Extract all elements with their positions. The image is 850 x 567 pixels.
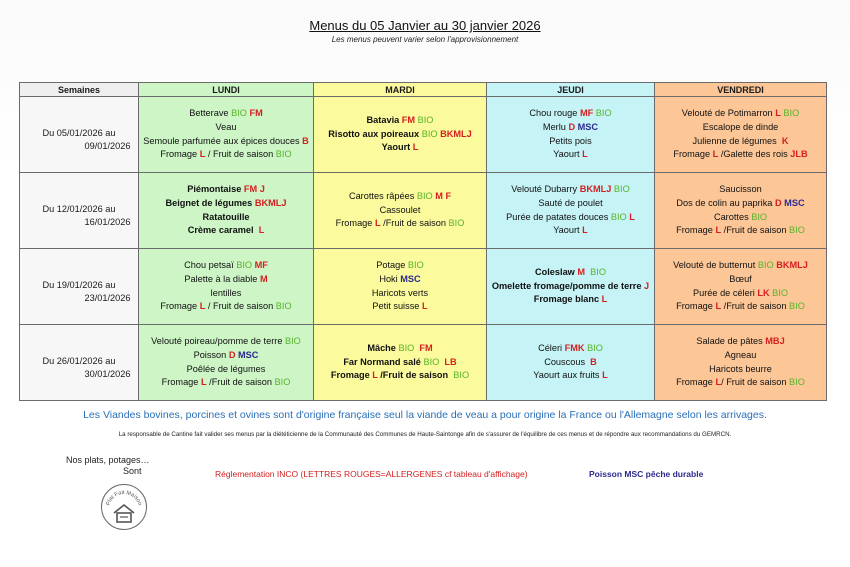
menu-text: BIO: [275, 301, 292, 312]
menu-text: Purée de céleri: [693, 287, 758, 298]
header-lundi: LUNDI: [139, 83, 314, 97]
menu-text: Couscous: [544, 356, 591, 367]
week-end: 09/01/2026: [84, 140, 131, 151]
menu-text: BIO: [398, 343, 415, 354]
menu-line: [487, 224, 654, 238]
header-semaines: Semaines: [20, 83, 139, 97]
menu-text: /Fruit de saison: [377, 370, 454, 381]
menu-line: [139, 349, 313, 363]
menu-line: [487, 135, 654, 149]
menu-text: L: [199, 149, 206, 160]
header-vendredi: VENDREDI: [655, 83, 827, 97]
week-start: Du 05/01/2026 au: [42, 127, 116, 138]
page-title: Menus du 05 Janvier au 30 janvier 2026: [309, 18, 541, 33]
week-end: 23/01/2026: [84, 292, 131, 303]
plats-line-1: Nos plats, potages…: [66, 455, 150, 465]
week-row: [20, 97, 827, 173]
fait-maison-logo: [101, 484, 147, 530]
menu-text: BIO: [593, 108, 612, 119]
menu-line: [487, 197, 654, 211]
menu-line: [139, 135, 313, 149]
week-start: Du 12/01/2026 au: [42, 203, 116, 214]
menu-cell-vendredi: [655, 325, 827, 401]
menu-text: / Fruit de saison: [205, 301, 276, 312]
menu-line: [655, 197, 826, 211]
menu-cell-mardi: [314, 97, 487, 173]
menu-text: Fromage: [161, 377, 201, 388]
menu-text: BIO: [275, 149, 292, 160]
menu-text: Mâche: [367, 343, 399, 354]
menu-text: Merlu: [542, 121, 569, 132]
menu-cell-mardi: [314, 173, 487, 249]
menu-text: BIO: [585, 267, 606, 278]
menu-line: [487, 148, 654, 162]
week-range: [20, 345, 138, 381]
menu-text: Carottes: [713, 211, 752, 222]
menu-line: [139, 183, 313, 197]
menu-text: Semoule parfumée aux épices douces: [143, 135, 303, 146]
week-cell: [20, 97, 139, 173]
menu-text: BIO: [274, 377, 291, 388]
menu-text: Sauté de poulet: [538, 197, 603, 208]
menu-cell-jeudi: [487, 97, 655, 173]
week-cell: [20, 173, 139, 249]
menu-text: FM: [414, 343, 433, 354]
menu-text: Petits pois: [549, 135, 592, 146]
menu-text: Yaourt: [553, 149, 583, 160]
menu-line: [487, 342, 654, 356]
menu-text: Fromage: [676, 225, 716, 236]
page-subtitle: Les menus peuvent varier selon l'approvisionnement: [331, 35, 519, 44]
menu-text: FMK: [564, 343, 585, 354]
menu-text: Carottes râpées: [348, 191, 417, 202]
menu-text: Risotto aux poireaux: [328, 128, 422, 139]
menu-text: Yaourt aux fruits: [533, 370, 603, 381]
menu-text: /Galette des rois: [718, 149, 791, 160]
menu-table: [19, 82, 827, 401]
menu-text: Agneau: [724, 349, 757, 360]
house-icon: [102, 485, 146, 529]
menu-line: [139, 335, 313, 349]
menu-text: BKMLJ: [437, 128, 472, 139]
menu-line: [139, 224, 313, 238]
menu-text: Purée de patates douces: [506, 211, 611, 222]
menu-text: L: [715, 377, 722, 388]
menu-line: [139, 211, 313, 225]
menu-text: Fromage: [330, 370, 373, 381]
menu-line: [314, 114, 486, 128]
menu-text: BIO: [789, 225, 805, 236]
menu-line: [139, 376, 313, 390]
menu-text: FM: [246, 108, 263, 119]
menu-line: [139, 148, 313, 162]
menu-text: /Fruit de saison: [380, 218, 449, 229]
menu-text: L: [258, 225, 265, 236]
menu-line: [139, 197, 313, 211]
menu-text: BIO: [610, 211, 627, 222]
menu-body: [20, 97, 827, 401]
menu-text: Julienne de légumes: [692, 135, 782, 146]
menu-text: Potage: [376, 260, 408, 271]
menu-line: [314, 190, 486, 204]
menu-text: M: [577, 267, 586, 278]
menu-text: BIO: [416, 191, 433, 202]
menu-text: Far Normand salé: [343, 356, 424, 367]
menu-text: Veau: [215, 121, 237, 132]
week-range: [20, 193, 138, 229]
menu-text: Cassoulet: [379, 204, 421, 215]
menu-text: MSC: [400, 273, 421, 284]
menu-line: [139, 259, 313, 273]
menu-text: Saucisson: [719, 184, 762, 195]
menu-text: L: [601, 294, 608, 305]
menu-line: [139, 121, 313, 135]
menu-text: /Fruit de saison: [206, 377, 275, 388]
menu-text: MBJ: [765, 336, 785, 347]
menu-cell-vendredi: [655, 249, 827, 325]
header-row: [20, 83, 827, 97]
menu-text: Salade de pâtes: [696, 336, 766, 347]
week-start: Du 19/01/2026 au: [42, 279, 116, 290]
menu-text: Beignet de légumes: [165, 197, 255, 208]
week-start: Du 26/01/2026 au: [42, 355, 116, 366]
menu-text: Haricots beurre: [709, 363, 772, 374]
week-row: [20, 249, 827, 325]
menu-text: Dos de colin au paprika: [676, 197, 775, 208]
validation-note: La responsable de Cantine fait valider ses menus par la diététicienne de la Communauté des Communes de Haute-Saintonge afin de s'assurer de l'équilibre de ces menus et de répondre aux recommandations du GEMRCN.: [118, 431, 732, 438]
week-range: [20, 269, 138, 305]
menu-cell-jeudi: [487, 325, 655, 401]
menu-text: Velouté de Potimarron: [681, 108, 776, 119]
menu-text: Fromage: [335, 218, 375, 229]
menu-line: [314, 369, 486, 383]
reglementation-note: Réglementation INCO (LETTRES ROUGES=ALLERGENES cf tableau d'affichage): [215, 469, 528, 479]
menu-text: Betterave: [189, 108, 232, 119]
menu-text: BIO: [780, 108, 800, 119]
menu-text: /Fruit de saison: [721, 225, 790, 236]
menu-cell-jeudi: [487, 249, 655, 325]
menu-text: L: [715, 301, 722, 312]
svg-text:Plat Fait Maison: [105, 490, 142, 506]
menu-line: [487, 369, 654, 383]
menu-text: MSC: [781, 197, 805, 208]
menu-text: BKMLJ: [579, 184, 612, 195]
menu-text: Fromage: [160, 301, 200, 312]
menu-line: [487, 266, 654, 280]
menu-line: [655, 121, 826, 135]
menu-text: Piémontaise: [187, 184, 244, 195]
menu-text: BIO: [236, 260, 253, 271]
week-end: 30/01/2026: [84, 368, 131, 379]
menu-line: [139, 287, 313, 301]
menu-line: [487, 107, 654, 121]
menu-text: L: [626, 211, 635, 222]
menu-text: L: [372, 370, 378, 381]
menu-cell-jeudi: [487, 173, 655, 249]
menu-text: JLB: [790, 149, 808, 160]
menu-cell-lundi: [139, 249, 314, 325]
menu-text: Poisson: [193, 349, 229, 360]
menu-cell-vendredi: [655, 97, 827, 173]
week-cell: [20, 249, 139, 325]
menu-text: D: [568, 121, 576, 132]
menu-line: [655, 183, 826, 197]
menu-text: L: [775, 108, 781, 119]
menu-text: LB: [439, 356, 457, 367]
menu-line: [139, 300, 313, 314]
menu-text: BKMLJ: [254, 197, 287, 208]
menu-text: L: [412, 142, 419, 153]
origin-note: Les Viandes bovines, porcines et ovines sont d'origine française seul la viande de veau a pour origine la France ou l'Allemagne selon les arrivages.: [83, 409, 767, 421]
menu-line: [655, 300, 826, 314]
menu-text: B: [590, 356, 597, 367]
menu-text: FM: [401, 115, 416, 126]
menu-text: BIO: [284, 336, 301, 347]
menu-line: [314, 259, 486, 273]
menu-text: BIO: [769, 287, 788, 298]
week-cell: [20, 325, 139, 401]
menu-text: D: [228, 349, 236, 360]
week-row: [20, 325, 827, 401]
menu-text: BIO: [407, 260, 424, 271]
menu-text: Fromage blanc: [533, 294, 602, 305]
menu-text: Hoki: [379, 273, 401, 284]
header-jeudi: JEUDI: [487, 83, 655, 97]
menu-text: M F: [432, 191, 452, 202]
menu-text: BIO: [757, 260, 774, 271]
menu-cell-lundi: [139, 325, 314, 401]
menu-line: [314, 342, 486, 356]
menu-text: D: [774, 197, 782, 208]
menu-text: BIO: [584, 343, 603, 354]
menu-text: L: [582, 225, 588, 236]
menu-text: / Fruit de saison: [721, 377, 790, 388]
menu-text: MSC: [235, 349, 259, 360]
menu-text: M: [259, 273, 268, 284]
menu-cell-mardi: [314, 325, 487, 401]
menu-text: L: [602, 370, 608, 381]
menu-text: L: [200, 377, 207, 388]
menu-text: BIO: [231, 108, 247, 119]
menu-line: [314, 300, 486, 314]
week-end: 16/01/2026: [84, 216, 131, 227]
menu-text: Fromage: [160, 149, 200, 160]
menu-text: K: [781, 135, 789, 146]
menu-text: MF: [579, 108, 594, 119]
menu-line: [487, 280, 654, 294]
menu-line: [655, 107, 826, 121]
menu-line: [139, 363, 313, 377]
menu-text: lentilles: [210, 287, 242, 298]
menu-cell-mardi: [314, 249, 487, 325]
menu-line: [655, 349, 826, 363]
menu-text: L: [712, 149, 719, 160]
menu-text: /Fruit de saison: [721, 301, 790, 312]
menu-text: Poêlée de légumes: [186, 363, 266, 374]
menu-line: [655, 335, 826, 349]
plats-note: [66, 455, 150, 477]
menu-text: Fromage: [673, 149, 713, 160]
menu-text: Crème caramel: [187, 225, 259, 236]
week-row: [20, 173, 827, 249]
menu-line: [487, 211, 654, 225]
menu-text: Omelette fromage/pomme de terre: [491, 280, 645, 291]
menu-text: L: [715, 225, 722, 236]
menu-cell-vendredi: [655, 173, 827, 249]
menu-line: [655, 224, 826, 238]
msc-note: Poisson MSC pêche durable: [589, 469, 704, 479]
menu-text: BIO: [611, 184, 630, 195]
menu-line: [314, 141, 486, 155]
menu-line: [655, 259, 826, 273]
menu-text: LK: [757, 287, 770, 298]
menu-text: Yaourt: [553, 225, 583, 236]
menu-text: BIO: [789, 301, 805, 312]
menu-line: [655, 376, 826, 390]
menu-text: / Fruit de saison: [205, 149, 276, 160]
menu-line: [314, 273, 486, 287]
menu-line: [487, 356, 654, 370]
menu-line: [487, 293, 654, 307]
menu-text: Yaourt: [381, 142, 413, 153]
menu-text: Batavia: [366, 115, 402, 126]
menu-line: [487, 121, 654, 135]
plats-line-2: Sont: [123, 466, 142, 476]
menu-line: [314, 287, 486, 301]
menu-text: Bœuf: [729, 273, 752, 284]
menu-line: [314, 128, 486, 142]
menu-text: BIO: [415, 115, 434, 126]
menu-text: Coleslaw: [535, 267, 578, 278]
header-mardi: MARDI: [314, 83, 487, 97]
menu-text: BIO: [421, 128, 438, 139]
menu-text: BIO: [789, 377, 805, 388]
stamp-text: Plat Fait Maison: [105, 489, 143, 507]
menu-line: [314, 356, 486, 370]
menu-text: BIO: [448, 218, 465, 229]
menu-text: Velouté poireau/pomme de terre: [151, 336, 285, 347]
menu-cell-lundi: [139, 173, 314, 249]
menu-text: Velouté Dubarry: [511, 184, 580, 195]
menu-text: MF: [252, 260, 268, 271]
menu-line: [487, 183, 654, 197]
menu-line: [655, 135, 826, 149]
menu-text: L: [374, 218, 381, 229]
menu-text: BKMLJ: [773, 260, 808, 271]
menu-text: L: [199, 301, 206, 312]
menu-text: Chou petsaï: [184, 260, 237, 271]
menu-line: [314, 204, 486, 218]
menu-text: Petit suisse: [372, 301, 422, 312]
menu-text: Chou rouge: [529, 108, 580, 119]
menu-text: J: [644, 280, 650, 291]
menu-line: [139, 273, 313, 287]
menu-text: L: [421, 301, 428, 312]
menu-text: Escalope de dinde: [702, 121, 779, 132]
menu-text: Ratatouille: [202, 211, 250, 222]
menu-text: Velouté de butternut: [673, 260, 758, 271]
menu-line: [655, 363, 826, 377]
menu-text: Céleri: [538, 343, 565, 354]
menu-text: FM J: [243, 184, 265, 195]
menu-text: Fromage: [676, 301, 716, 312]
menu-line: [314, 217, 486, 231]
menu-text: MSC: [575, 121, 599, 132]
menu-text: Palette à la diable: [184, 273, 260, 284]
week-range: [20, 117, 138, 153]
menu-line: [139, 107, 313, 121]
menu-line: [655, 273, 826, 287]
menu-cell-lundi: [139, 97, 314, 173]
menu-text: Fromage: [676, 377, 716, 388]
menu-text: BIO: [751, 211, 768, 222]
menu-line: [655, 211, 826, 225]
menu-line: [655, 287, 826, 301]
menu-text: BIO: [453, 370, 470, 381]
menu-text: L: [582, 149, 588, 160]
menu-text: B: [302, 135, 309, 146]
menu-line: [655, 148, 826, 162]
menu-text: BIO: [423, 356, 440, 367]
menu-text: Haricots verts: [371, 287, 429, 298]
